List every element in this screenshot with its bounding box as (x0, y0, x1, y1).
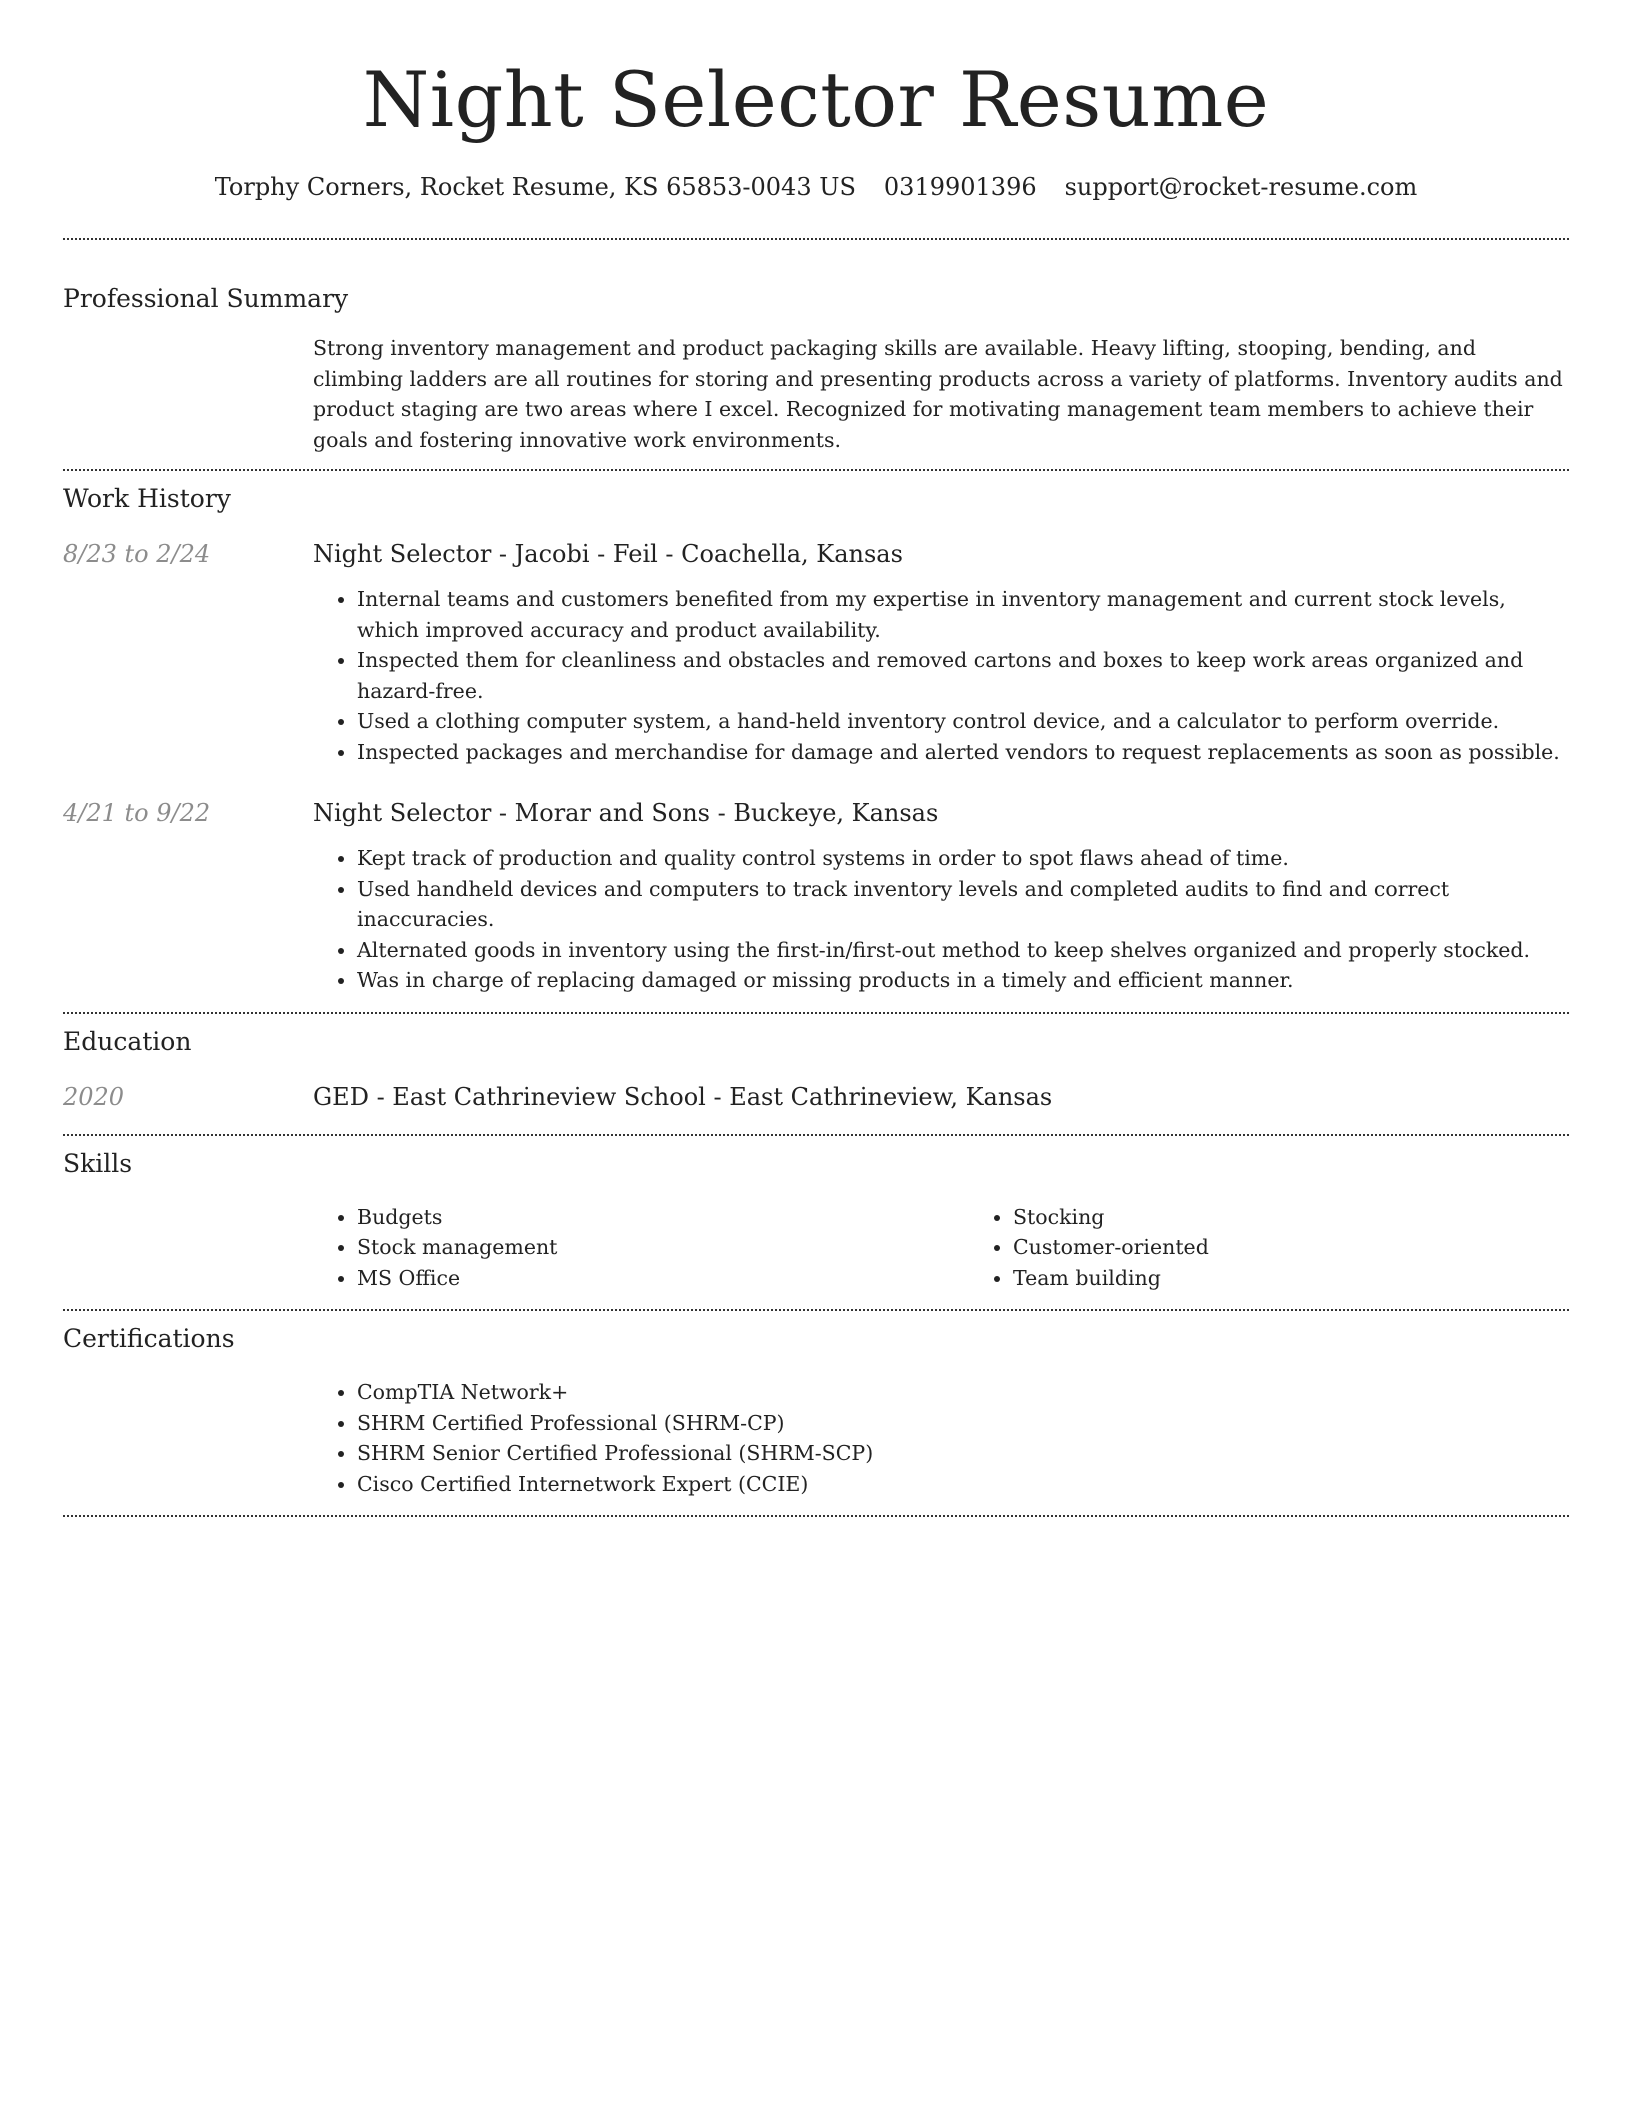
list-item: • Alternated goods in inventory using the first-in/first-out method to keep shelves organized and properly stocked. (357, 935, 1569, 966)
section-heading: Professional Summary (63, 284, 349, 313)
work-history-section (63, 481, 1569, 996)
education-year: 2020 (63, 1082, 125, 1111)
job-dates: 4/21 to 9/22 (63, 799, 211, 827)
list-item: • Budgets (357, 1202, 969, 1233)
list-item: • Stocking (1013, 1202, 1625, 1233)
list-item: • Used handheld devices and computers to track inventory levels and completed audits to find and correct inaccuracies. (357, 874, 1569, 935)
contact-email: support@rocket-resume.com (1064, 173, 1418, 201)
section-heading: Certifications (63, 1324, 235, 1353)
job-title: Night Selector - Jacobi - Feil - Coachella, Kansas (313, 540, 903, 568)
section-heading: Work History (63, 484, 231, 513)
divider (63, 1134, 1569, 1136)
list-item: • CompTIA Network+ (357, 1377, 1569, 1408)
list-item: • Stock management (357, 1232, 969, 1263)
list-item: • Was in charge of replacing damaged or missing products in a timely and efficient manner. (357, 965, 1569, 996)
list-item: • SHRM Senior Certified Professional (SHRM-SCP) (357, 1438, 1569, 1469)
contact-phone: 0319901396 (883, 173, 1037, 201)
job-entry (63, 537, 1569, 767)
divider (63, 238, 1569, 240)
section-heading: Skills (63, 1148, 133, 1178)
education-title: GED - East Cathrineview School - East Cathrineview, Kansas (313, 1082, 1053, 1111)
divider (63, 1515, 1569, 1517)
section-heading: Education (63, 1026, 192, 1056)
list-item: • Kept track of production and quality control systems in order to spot flaws ahead of time. (357, 843, 1569, 874)
list-item: • Cisco Certified Internetwork Expert (CCIE) (357, 1469, 1569, 1500)
professional-summary-section (63, 281, 1569, 455)
list-item: • Internal teams and customers benefited from my expertise in inventory management and current stock levels, which improved accuracy and product availability. (357, 584, 1569, 645)
divider (63, 469, 1569, 471)
job-title: Night Selector - Morar and Sons - Buckeye, Kansas (313, 799, 939, 827)
job-bullets (313, 843, 1569, 996)
contact-address: Torphy Corners, Rocket Resume, KS 65853-0043 US (214, 173, 856, 201)
list-item: • Inspected them for cleanliness and obstacles and removed cartons and boxes to keep work areas organized and hazard-free. (357, 645, 1569, 706)
education-section (63, 1024, 1569, 1114)
list-item: • Used a clothing computer system, a hand-held inventory control device, and a calculator to perform override. (357, 706, 1569, 737)
divider (63, 1012, 1569, 1014)
list-item: • Customer-oriented (1013, 1232, 1625, 1263)
list-item: • Team building (1013, 1263, 1625, 1294)
list-item: • Inspected packages and merchandise for damage and alerted vendors to request replacements as soon as possible. (357, 737, 1569, 768)
job-entry (63, 796, 1569, 996)
skills-list-right (969, 1202, 1625, 1294)
contact-line (63, 170, 1569, 204)
list-item: • SHRM Certified Professional (SHRM-CP) (357, 1408, 1569, 1439)
skills-list-left (313, 1202, 969, 1294)
resume-title: Night Selector Resume (362, 55, 1270, 144)
skills-section (63, 1146, 1569, 1294)
list-item: • MS Office (357, 1263, 969, 1294)
certifications-list (313, 1377, 1569, 1499)
divider (63, 1309, 1569, 1311)
education-entry (63, 1080, 1569, 1114)
job-dates: 8/23 to 2/24 (63, 540, 211, 568)
job-bullets (313, 584, 1569, 767)
certifications-section (63, 1321, 1569, 1499)
summary-text: Strong inventory management and product packaging skills are available. Heavy lifting, stooping, bending, and climbing ladders are all routines for storing and presenting products across a variety of platforms. Inventory audits and product staging are two areas where I excel. Recognized for motivating management team members to achieve their goals and fostering innovative work environments. (313, 336, 1563, 452)
